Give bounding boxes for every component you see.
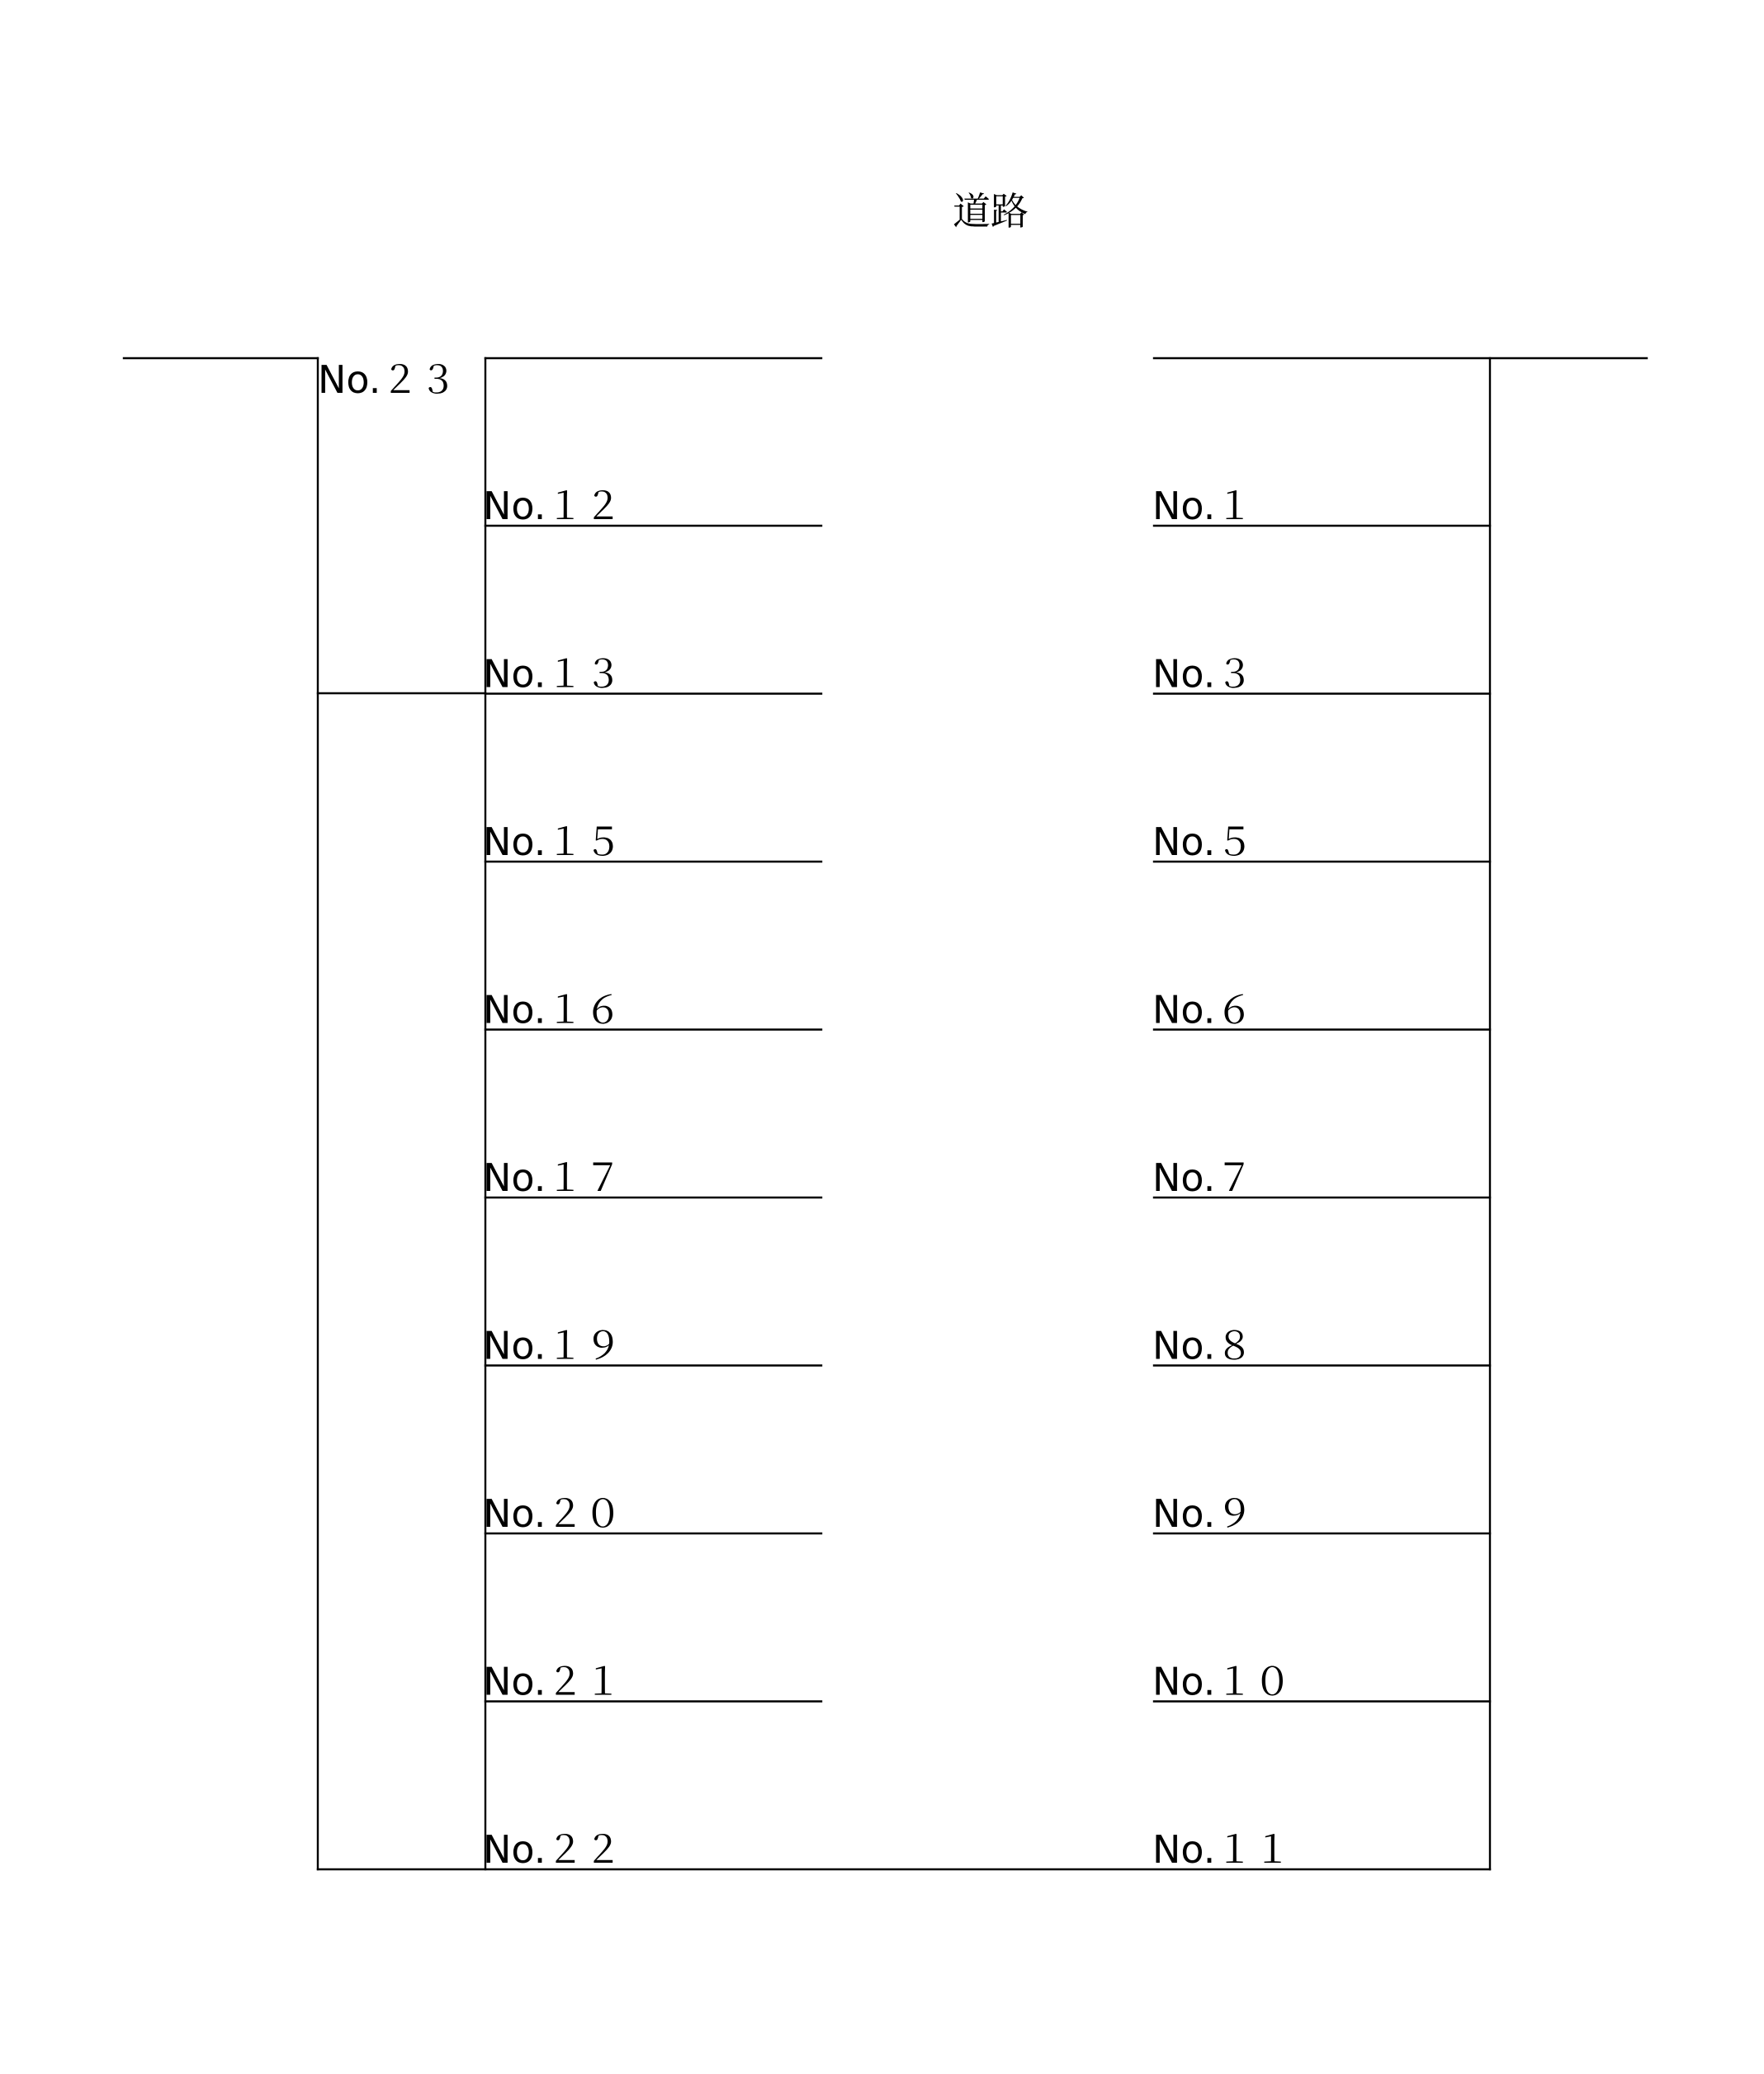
parking-space-label-left-3: No.１５ (483, 820, 622, 864)
parking-space-label-left-1: No.１２ (483, 484, 622, 528)
parking-space-label-right-3: No.５ (1152, 820, 1254, 864)
parking-space-label-right-8: No.１０ (1152, 1659, 1292, 1704)
parking-space-label-right-2: No.３ (1152, 651, 1254, 697)
parking-space-label-right-7: No.９ (1152, 1491, 1254, 1536)
parking-space-label-left-4: No.１６ (483, 987, 622, 1032)
parking-space-label-left-8: No.２１ (483, 1659, 622, 1704)
left-row-labels (483, 484, 622, 1872)
road-label: 道路 (953, 189, 1029, 234)
right-row-labels (1152, 484, 1291, 1872)
parking-space-label-left-6: No.１９ (483, 1323, 622, 1368)
space-dividers (485, 526, 1490, 1702)
parking-space-label-right-5: No.７ (1152, 1155, 1254, 1200)
parking-space-label-right-9: No.１１ (1152, 1827, 1292, 1872)
lot-boundary-lines (124, 358, 1647, 1869)
parking-space-label-outer: No.２３ (318, 357, 457, 402)
parking-space-label-left-7: No.２０ (483, 1491, 622, 1536)
parking-space-label-left-2: No.１３ (483, 651, 622, 697)
parking-space-label-right-4: No.６ (1152, 987, 1254, 1032)
parking-space-label-right-1: No.１ (1152, 484, 1254, 528)
parking-space-label-left-9: No.２２ (483, 1827, 622, 1872)
parking-space-label-right-6: No.８ (1152, 1323, 1254, 1368)
parking-space-label-left-5: No.１７ (483, 1155, 622, 1200)
